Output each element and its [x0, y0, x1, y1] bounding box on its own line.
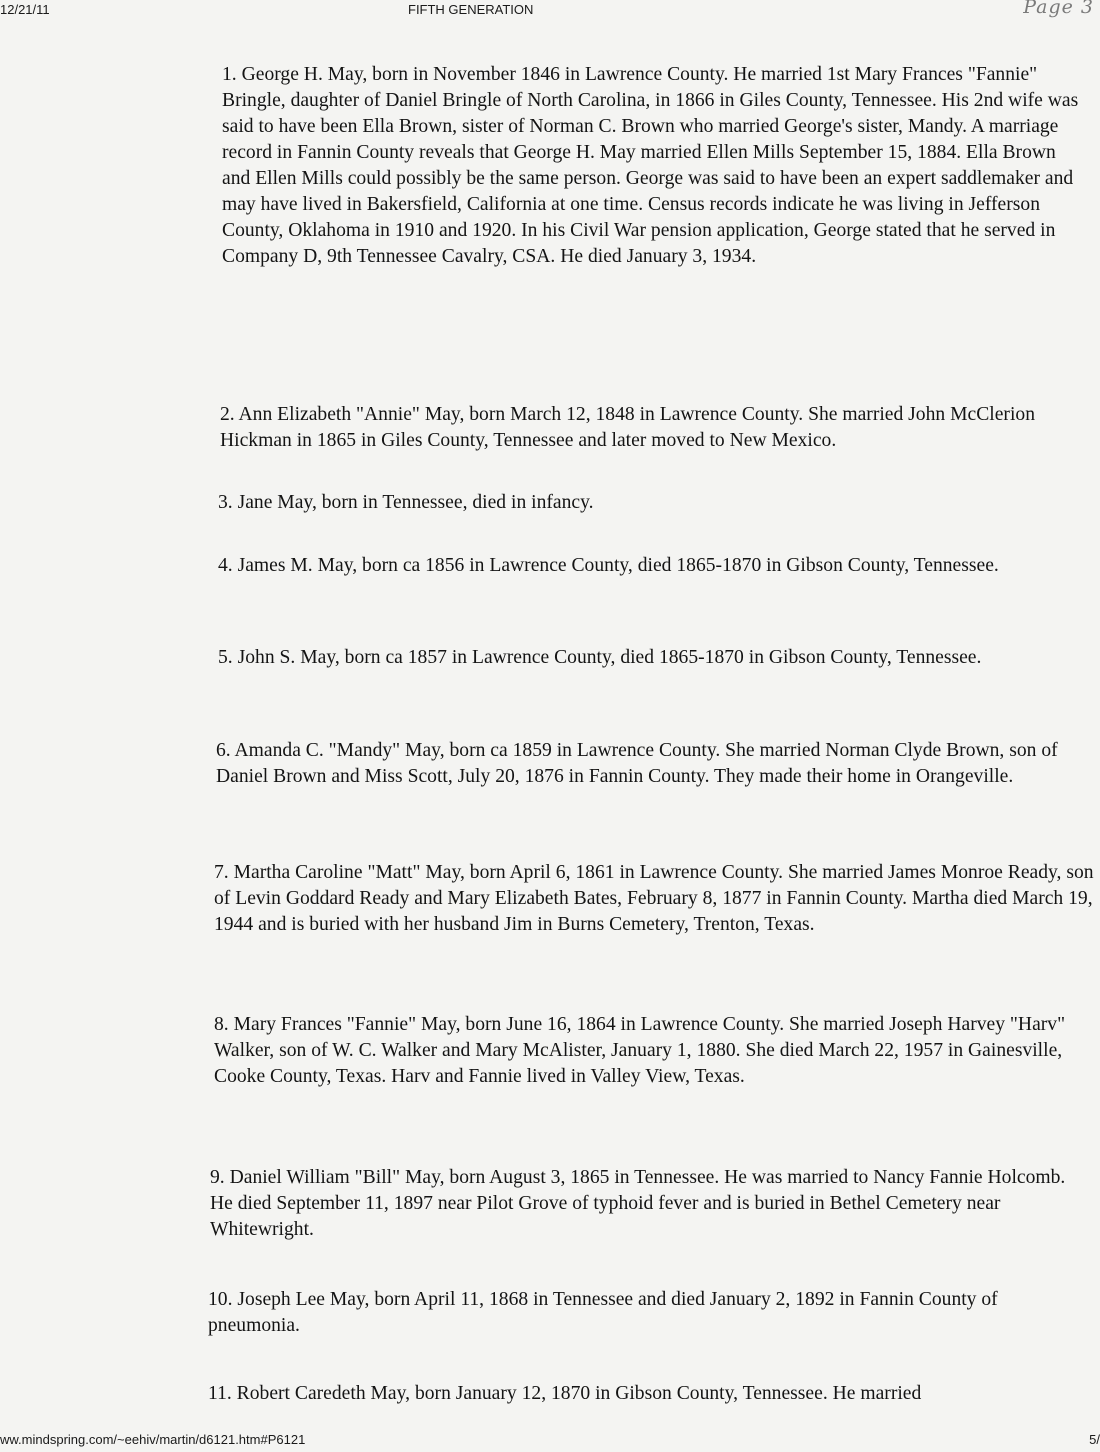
entry-6: 6. Amanda C. "Mandy" May, born ca 1859 in Lawrence County. She married Norman Clyde Brown, son of Daniel Brown and Miss Scott, July 20, 1876 in Fannin County. They made their home in Orangeville. [216, 740, 1058, 787]
entry-4: 4. James M. May, born ca 1856 in Lawrence County, died 1865-1870 in Gibson County, Tennessee. [218, 555, 999, 576]
entry-8: 8. Mary Frances "Fannie" May, born June 16, 1864 in Lawrence County. She married Joseph Harvey "Harv" Walker, son of W. C. Walker and Mary McAlister, January 1, 1880. She died March 22, 1957 in Gainesville, Cooke County, Texas. Harv and Fannie lived in Valley View, Texas. [214, 1014, 1066, 1087]
entry-9: 9. Daniel William "Bill" May, born August 3, 1865 in Tennessee. He was married to Nancy Fannie Holcomb. He died September 11, 1897 near Pilot Grove of typhoid fever and is buried in Bethel Cemetery near Whitewright. [210, 1167, 1066, 1240]
footer-page-number: 5/ [1089, 1432, 1100, 1447]
page-title: FIFTH GENERATION [408, 2, 534, 17]
entry-2: 2. Ann Elizabeth "Annie" May, born March 12, 1848 in Lawrence County. She married John McClerion Hickman in 1865 in Giles County, Tennessee and later moved to New Mexico. [220, 404, 1035, 451]
entry-7: 7. Martha Caroline "Matt" May, born April 6, 1861 in Lawrence County. She married James Monroe Ready, son of Levin Goddard Ready and Mary Elizabeth Bates, February 8, 1877 in Fannin County. Martha died March 19, 1944 and is buried with her husband Jim in Burns Cemetery, Trenton, Texas. [214, 862, 1094, 935]
entry-11: 11. Robert Caredeth May, born January 12, 1870 in Gibson County, Tennessee. He married [208, 1383, 922, 1404]
entry-5: 5. John S. May, born ca 1857 in Lawrence County, died 1865-1870 in Gibson County, Tennessee. [218, 647, 982, 668]
footer-url: ww.mindspring.com/~eehiv/martin/d6121.htm#P6121 [0, 1432, 306, 1447]
handwritten-page-note: Page 3 [1023, 0, 1094, 18]
entry-1: 1. George H. May, born in November 1846 in Lawrence County. He married 1st Mary Frances "Fannie" Bringle, daughter of Daniel Bringle of North Carolina, in 1866 in Giles County, Tennessee. His 2nd wife was said to have been Ella Brown, sister of Norman C. Brown who married George's sister, Mandy. A marriage record in Fannin County reveals that George H. May married Ellen Mills September 15, 1884. Ella Brown and Ellen Mills could possibly be the same person. George was said to have been an expert saddlemaker and may have lived in Bakersfield, California at one time. Census records indicate he was living in Jefferson County, Oklahoma in 1910 and 1920. In his Civil War pension application, George stated that he served in Company D, 9th Tennessee Cavalry, CSA. He died January 3, 1934. [222, 64, 1079, 267]
entry-3: 3. Jane May, born in Tennessee, died in infancy. [218, 492, 594, 513]
entry-10: 10. Joseph Lee May, born April 11, 1868 in Tennessee and died January 2, 1892 in Fannin County of pneumonia. [208, 1289, 998, 1336]
print-date: 12/21/11 [0, 2, 50, 17]
